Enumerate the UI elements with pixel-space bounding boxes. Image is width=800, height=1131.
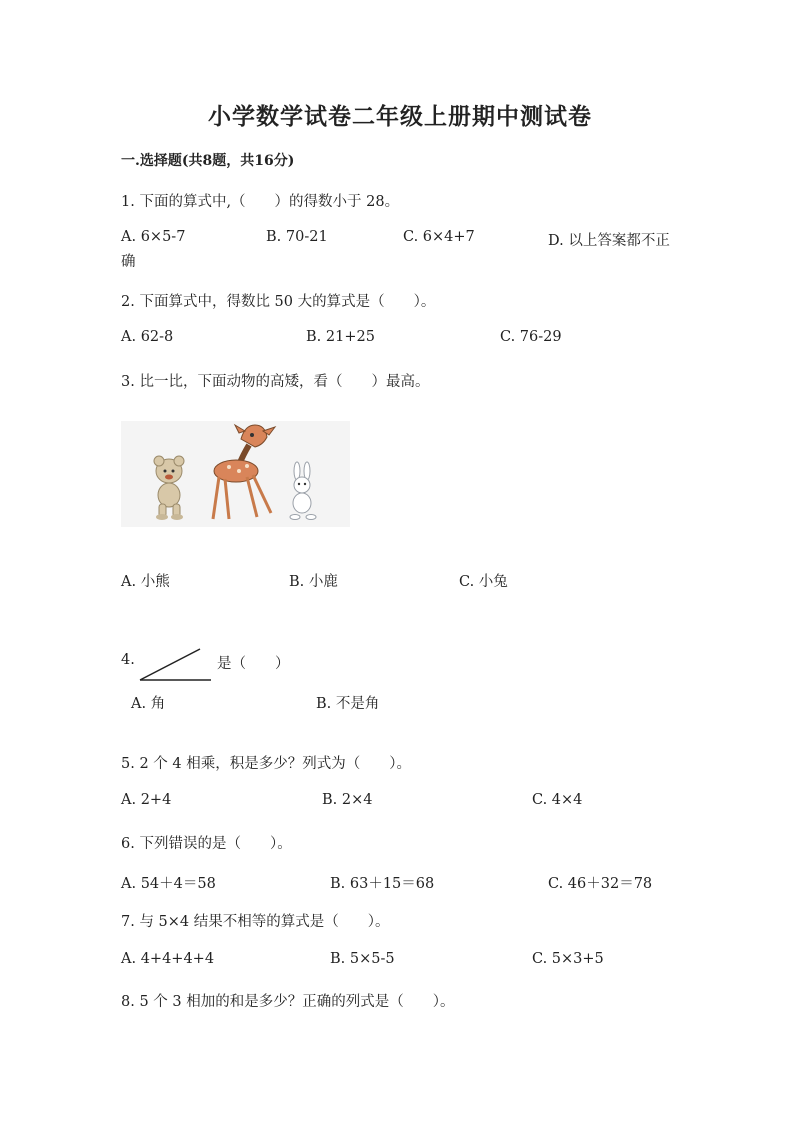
question-3-option-a: A. 小熊 xyxy=(121,574,170,590)
question-7-option-c: C. 5×3+5 xyxy=(532,951,604,967)
question-8-stem: 8. 5 个 3 相加的和是多少？正确的列式是（ ）。 xyxy=(121,994,455,1010)
bear-figure xyxy=(154,456,184,520)
rabbit-figure xyxy=(290,462,316,520)
animals-illustration xyxy=(121,421,350,527)
question-1-stem: 1. 下面的算式中,（ ）的得数小于 28。 xyxy=(121,194,400,210)
question-1-option-a: A. 6×5-7 xyxy=(121,229,186,245)
question-6-option-b: B. 63＋15＝68 xyxy=(330,876,435,892)
question-7-option-a: A. 4+4+4+4 xyxy=(121,951,215,967)
question-5-option-b: B. 2×4 xyxy=(322,792,373,808)
question-3-option-b: B. 小鹿 xyxy=(289,574,338,590)
question-1-option-d-wrap: 确 xyxy=(121,254,136,270)
question-4-number: 4. xyxy=(121,652,135,668)
question-6-option-a: A. 54＋4＝58 xyxy=(121,876,216,892)
question-3-option-c: C. 小兔 xyxy=(459,574,508,590)
question-2-option-a: A. 62-8 xyxy=(121,329,174,345)
question-6-option-c: C. 46＋32＝78 xyxy=(548,876,653,892)
page-title: 小学数学试卷二年级上册期中测试卷 xyxy=(208,103,592,130)
question-3-stem: 3. 比一比，下面动物的高矮，看（ ）最高。 xyxy=(121,374,430,390)
question-7-stem: 7. 与 5×4 结果不相等的算式是（ ）。 xyxy=(121,914,390,930)
question-1-option-c: C. 6×4+7 xyxy=(403,229,475,245)
question-1-option-b: B. 70-21 xyxy=(266,229,328,245)
question-1-option-d: D. 以上答案都不正 xyxy=(548,233,670,249)
angle-figure xyxy=(138,645,214,683)
question-2-option-c: C. 76-29 xyxy=(500,329,562,345)
question-2-stem: 2. 下面算式中，得数比 50 大的算式是（ ）。 xyxy=(121,294,436,310)
question-7-option-b: B. 5×5-5 xyxy=(330,951,395,967)
question-5-option-a: A. 2+4 xyxy=(121,792,172,808)
question-5-option-c: C. 4×4 xyxy=(532,792,583,808)
question-4-option-a: A. 角 xyxy=(131,696,166,712)
deer-figure xyxy=(213,425,275,519)
question-5-stem: 5. 2 个 4 相乘，积是多少？列式为（ ）。 xyxy=(121,756,411,772)
question-4-stem-text: 是（ ） xyxy=(217,656,290,672)
section-heading: 一.选择题(共8题，共16分) xyxy=(121,153,295,169)
question-4-option-b: B. 不是角 xyxy=(316,696,380,712)
question-6-stem: 6. 下列错误的是（ ）。 xyxy=(121,836,292,852)
question-2-option-b: B. 21+25 xyxy=(306,329,375,345)
